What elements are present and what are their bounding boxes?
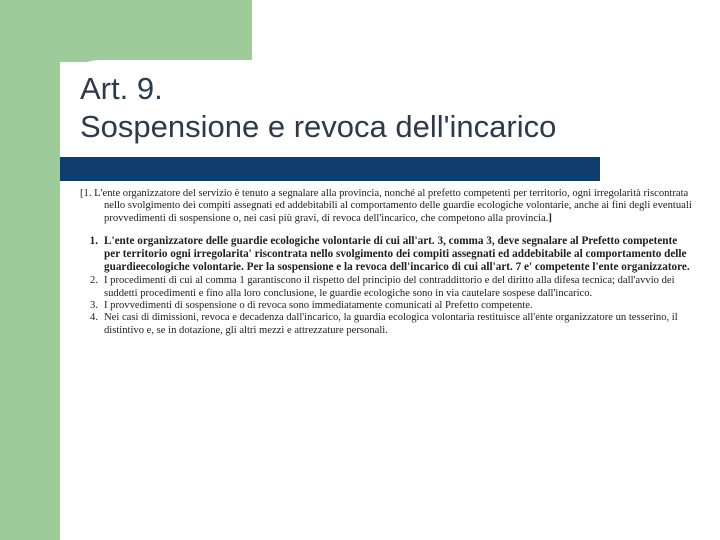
list-item-text: Nei casi di dimissioni, revoca e decadenza dall'incarico, la guardia ecologica volontaria restituisce all'ente organizzatore un tesserino, il distintivo e, se in dotazione, gli altri mezzi e attrezzature personali.: [104, 312, 678, 336]
list-item: [80, 300, 692, 312]
list-item: [80, 312, 692, 337]
repealed-paragraph: [80, 188, 692, 225]
slide-title: [80, 70, 700, 146]
slide-body: [80, 188, 692, 337]
list-item-number: 1.: [89, 235, 98, 248]
list-item: [80, 235, 692, 274]
title-underline-bar: [60, 157, 600, 181]
list-item-number: 4.: [90, 312, 98, 324]
list-item-number: 2.: [90, 275, 98, 287]
title-line-2: Sospensione e revoca dell'incarico: [80, 109, 557, 144]
list-item-number: 3.: [90, 300, 98, 312]
list-item-text: I procedimenti di cui al comma 1 garantiscono il rispetto del principio del contraddittorio e del diritto alla difesa tecnica; dall'avvio dei suddetti procedimenti e fino alla loro conclusione, le guardie ecologiche sono in via cautelare sospese dall'incarico.: [104, 275, 675, 299]
article-items-list: [80, 235, 692, 337]
list-item: [80, 275, 692, 300]
repealed-paragraph-text: [1. L'ente organizzatore del servizio è tenuto a segnalare alla provincia, nonché al prefetto competenti per territorio, ogni irregolarità riscontrata nello svolgimento dei compiti assegnati ed addebitabili al comportamento delle guardie ecologiche volontarie, anche ai fini degli eventuali provvedimenti di sospensione o, nei casi più gravi, di revoca dell'incarico, che competono alla provincia.: [80, 188, 692, 224]
title-line-1: Art. 9.: [80, 71, 163, 106]
accent-strip-left: [0, 0, 60, 540]
list-item-text: L'ente organizzatore delle guardie ecologiche volontarie di cui all'art. 3, comma 3, deve segnalare al Prefetto competente per territorio ogni irregolarita' riscontrata nello svolgimento dei compiti assegnati ed addebitabile al comportamento delle guardieecologiche volontarie. Per la sospensione e la revoca dell'incarico di cui all'art. 7 e' competente l'ente organizzatore.: [104, 235, 690, 274]
repealed-paragraph-end: ]: [548, 212, 552, 224]
list-item-text: I provvedimenti di sospensione o di revoca sono immediatamente comunicati al Prefetto competente.: [104, 300, 533, 312]
